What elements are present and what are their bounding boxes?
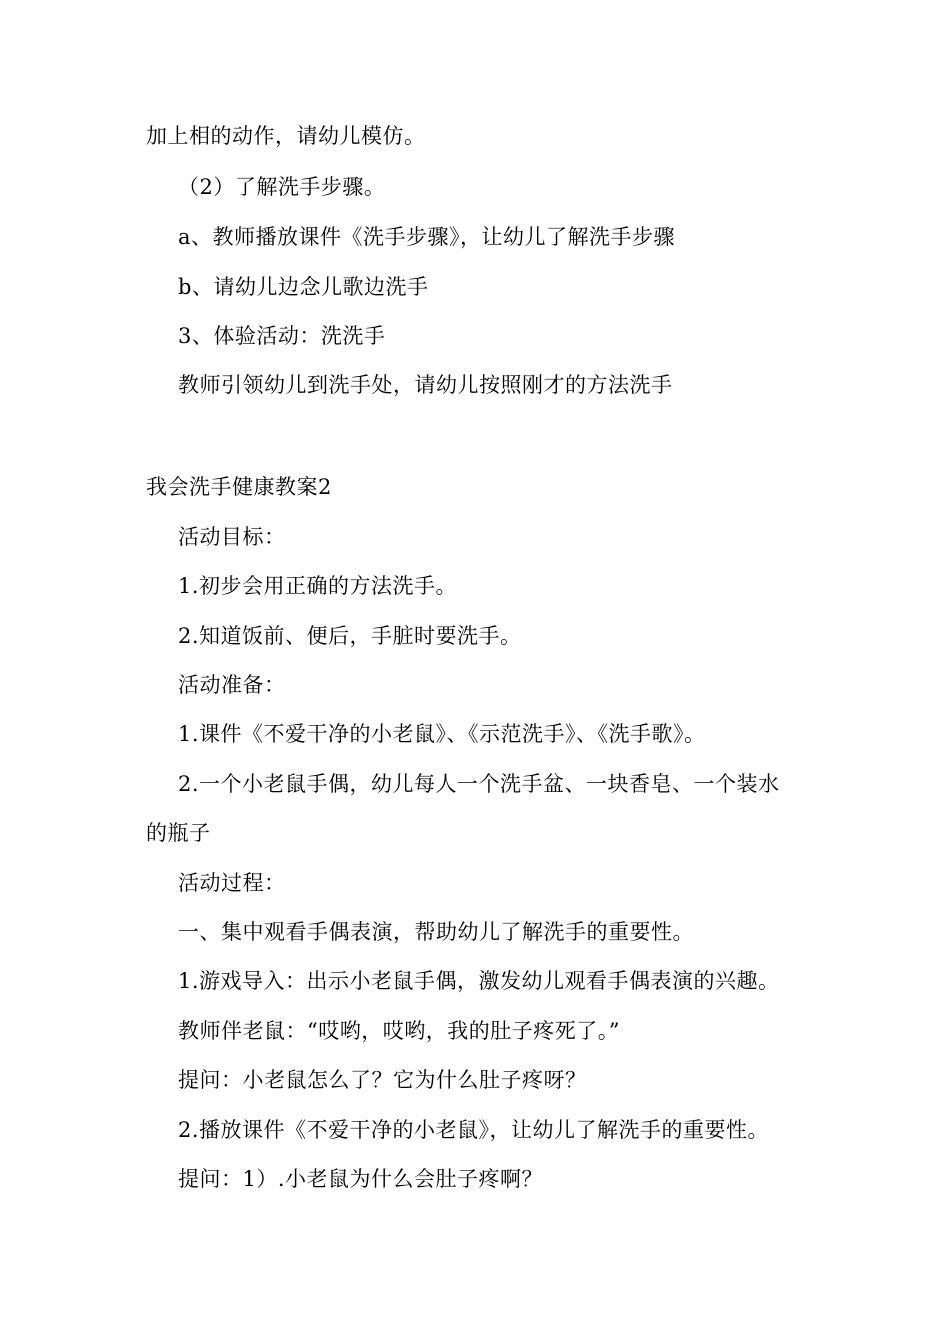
text-line-21: 提问：1）.小老鼠为什么会肚子疼啊？ <box>178 1167 544 1191</box>
text-line-2: （2）了解洗手步骤。 <box>178 175 386 199</box>
text-line-8: 活动目标： <box>178 525 286 549</box>
text-line-17: 1.游戏导入：出示小老鼠手偶，激发幼儿观看手偶表演的兴趣。 <box>178 969 780 993</box>
text-line-19: 提问：小老鼠怎么了？它为什么肚子疼呀？ <box>178 1068 587 1092</box>
text-line-4: b、请幼儿边念儿歌边洗手 <box>178 275 429 299</box>
text-line-10: 2.知道饭前、便后，手脏时要洗手。 <box>178 624 522 648</box>
text-line-5: 3、体验活动：洗洗手 <box>178 324 386 348</box>
text-line-12: 1.课件《不爱干净的小老鼠》、《示范洗手》、《洗手歌》。 <box>178 722 706 746</box>
text-line-14: 的瓶子 <box>146 821 211 845</box>
text-line-1: 加上相的动作，请幼儿模仿。 <box>146 124 426 148</box>
text-line-20: 2.播放课件《不爱干净的小老鼠》，让幼儿了解洗手的重要性。 <box>178 1118 770 1142</box>
section-heading: 我会洗手健康教案2 <box>146 475 332 499</box>
text-line-9: 1.初步会用正确的方法洗手。 <box>178 574 458 598</box>
text-line-15: 活动过程： <box>178 871 286 895</box>
text-line-3: a、教师播放课件《洗手步骤》，让幼儿了解洗手步骤 <box>178 225 676 249</box>
text-line-18: 教师伴老鼠：“哎哟，哎哟，我的肚子疼死了。” <box>178 1019 620 1043</box>
text-line-13: 2.一个小老鼠手偶，幼儿每人一个洗手盆、一块香皂、一个装水 <box>178 772 780 796</box>
text-line-11: 活动准备： <box>178 673 286 697</box>
text-line-6: 教师引领幼儿到洗手处，请幼儿按照刚才的方法洗手 <box>178 373 673 397</box>
text-line-16: 一、集中观看手偶表演，帮助幼儿了解洗手的重要性。 <box>178 920 694 944</box>
